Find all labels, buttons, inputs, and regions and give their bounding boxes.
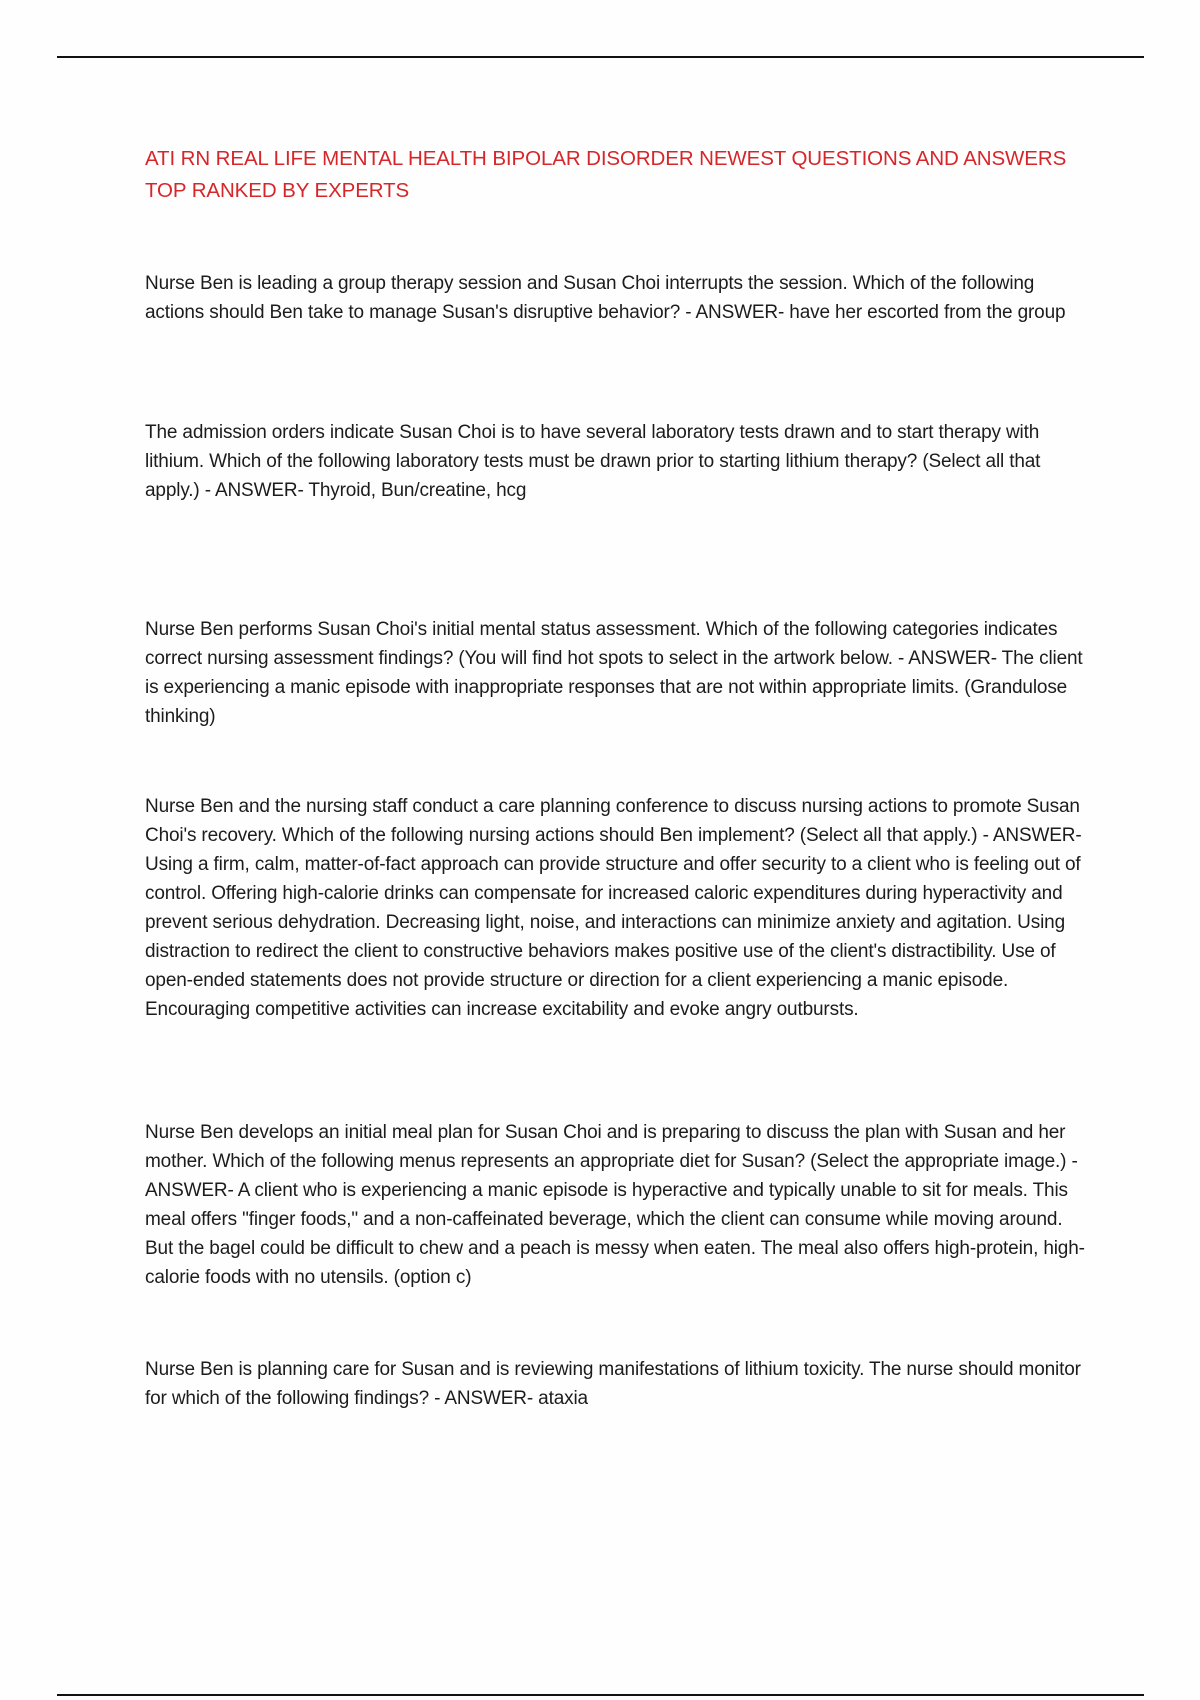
question-answer-item: Nurse Ben and the nursing staff conduct a care planning conference to discuss nursing actions to promote Susan Choi's recovery. Which of the following nursing actions should Ben implement? (Select all that apply.) - ANSWER- Using a firm, calm, matter-of-fact approach can provide structure and offer security to a client who is feeling out of control. Offering high-calorie drinks can compensate for increased caloric expenditures during hyperactivity and prevent serious dehydration. Decreasing light, noise, and interactions can minimize anxiety and agitation. Using distraction to redirect the client to constructive behaviors makes positive use of the client's distractibility. Use of open-ended statements does not provide structure or direction for a client experiencing a manic episode. Encouraging competitive activities can increase excitability and evoke angry outbursts. xyxy=(145,796,1082,1020)
question-answer-item: Nurse Ben develops an initial meal plan for Susan Choi and is preparing to discuss the plan with Susan and her mother. Which of the following menus represents an appropriate diet for Susan? (Select the appropriate image.) - ANSWER- A client who is experiencing a manic episode is hyperactive and typically unable to sit for meals. This meal offers "finger foods," and a non-caffeinated beverage, which the client can consume while moving around. But the bagel could be difficult to chew and a peach is messy when eaten. The meal also offers high-protein, high-calorie foods with no utensils. (option c) xyxy=(145,1122,1085,1288)
question-answer-item: Nurse Ben is planning care for Susan and is reviewing manifestations of lithium toxicity. The nurse should monitor for which of the following findings? - ANSWER- ataxia xyxy=(145,1359,1081,1409)
question-answer-item: Nurse Ben is leading a group therapy session and Susan Choi interrupts the session. Which of the following actions should Ben take to manage Susan's disruptive behavior? - ANSWER- have her escorted from the group xyxy=(145,273,1066,323)
document-title: ATI RN REAL LIFE MENTAL HEALTH BIPOLAR DISORDER NEWEST QUESTIONS AND ANSWERS TOP RANKED BY EXPERTS xyxy=(145,147,1067,202)
top-divider xyxy=(57,56,1144,58)
question-answer-item: Nurse Ben performs Susan Choi's initial mental status assessment. Which of the following categories indicates correct nursing assessment findings? (You will find hot spots to select in the artwork below. - ANSWER- The client is experiencing a manic episode with inappropriate responses that are not within appropriate limits. (Grandulose thinking) xyxy=(145,619,1083,727)
question-answer-item: The admission orders indicate Susan Choi is to have several laboratory tests drawn and to start therapy with lithium. Which of the following laboratory tests must be drawn prior to starting lithium therapy? (Select all that apply.) - ANSWER- Thyroid, Bun/creatine, hcg xyxy=(145,422,1041,501)
bottom-divider xyxy=(57,1694,1144,1696)
